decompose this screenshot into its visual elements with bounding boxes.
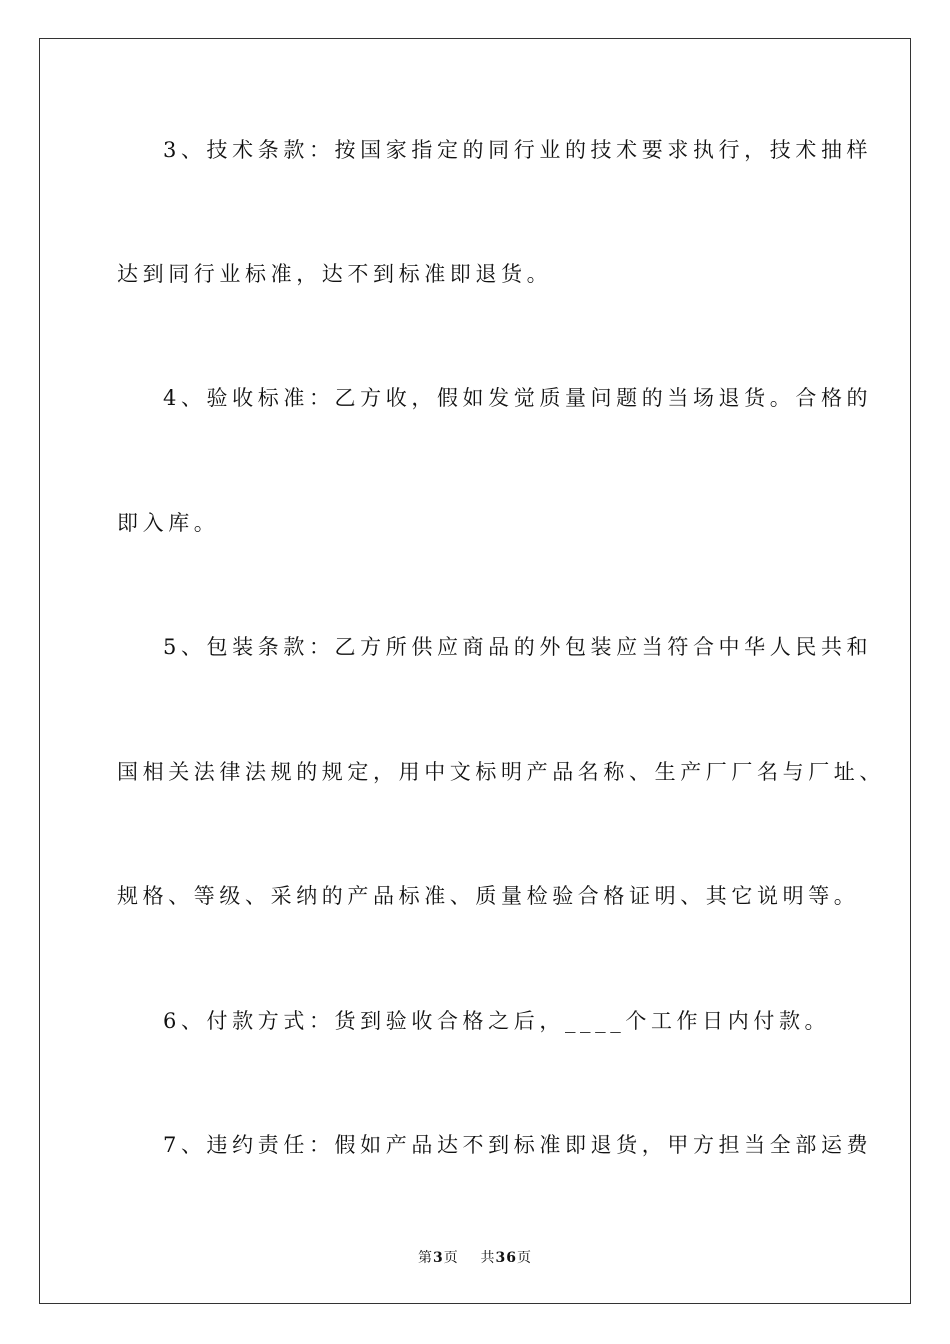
- page-frame: [39, 38, 911, 1304]
- footer-page-prefix: 第: [417, 1250, 433, 1266]
- clause-3-line-2: 达到同行业标准，达不到标准即退货。: [117, 262, 553, 286]
- footer-total-number: 36: [495, 1250, 518, 1266]
- footer-page-suffix: 页: [443, 1250, 459, 1266]
- clause-4-line-2: 即入库。: [117, 511, 220, 535]
- footer-page-number: 3: [432, 1250, 444, 1266]
- clause-4-line-1: 4、验收标准：乙方收，假如发觉质量问题的当场退货。合格的: [163, 386, 873, 410]
- clause-5-line-3: 规格、等级、采纳的产品标准、质量检验合格证明、其它说明等。: [117, 884, 860, 908]
- footer-total-prefix: 共: [480, 1250, 496, 1266]
- footer-total-suffix: 页: [517, 1250, 533, 1266]
- page-footer: [0, 1248, 950, 1268]
- clause-7-line-1: 7、违约责任：假如产品达不到标准即退货，甲方担当全部运费: [163, 1133, 873, 1157]
- clause-5-line-2: 国相关法律法规的规定，用中文标明产品名称、生产厂厂名与厂址、: [117, 760, 885, 784]
- clause-3-line-1: 3、技术条款：按国家指定的同行业的技术要求执行，技术抽样: [163, 138, 873, 162]
- clause-5-line-1: 5、包装条款：乙方所供应商品的外包装应当符合中华人民共和: [163, 635, 873, 659]
- clause-6-line-1: 6、付款方式：货到验收合格之后，____个工作日内付款。: [163, 1009, 831, 1033]
